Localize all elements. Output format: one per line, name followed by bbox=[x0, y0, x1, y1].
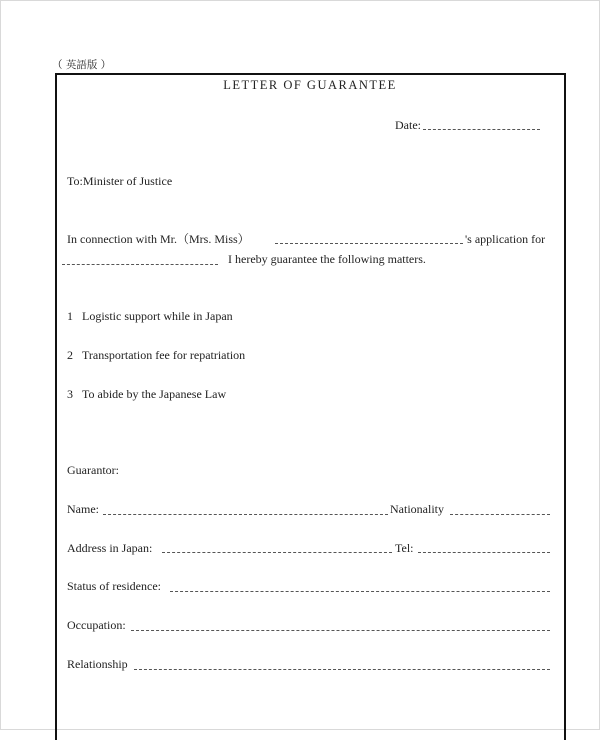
item-number: 3 bbox=[67, 387, 73, 401]
status-label: Status of residence: bbox=[67, 579, 161, 593]
guarantee-text: I hereby guarantee the following matters. bbox=[228, 252, 426, 266]
connection-intro: In connection with Mr.（Mrs. Miss） bbox=[67, 232, 250, 246]
tel-field[interactable] bbox=[418, 552, 550, 553]
item-text: To abide by the Japanese Law bbox=[82, 387, 227, 401]
address-label: Address in Japan: bbox=[67, 541, 153, 555]
item-text: Transportation fee for repatriation bbox=[82, 348, 246, 362]
item-number: 1 bbox=[67, 309, 73, 323]
list-item bbox=[67, 309, 233, 323]
application-suffix: 's application for bbox=[465, 232, 546, 246]
name-label: Name: bbox=[67, 502, 99, 516]
recipient-line: To:Minister of Justice bbox=[67, 174, 173, 188]
name-field[interactable] bbox=[103, 514, 388, 515]
status-field[interactable] bbox=[170, 591, 550, 592]
letter-title: LETTER OF GUARANTEE bbox=[223, 78, 397, 92]
version-label: （ 英語版 ） bbox=[52, 59, 112, 71]
date-label: Date: bbox=[395, 118, 421, 132]
nationality-field[interactable] bbox=[450, 514, 550, 515]
occupation-label: Occupation: bbox=[67, 618, 126, 632]
tel-label: Tel: bbox=[395, 541, 414, 555]
applicant-name-field[interactable] bbox=[275, 243, 463, 244]
relationship-field[interactable] bbox=[134, 669, 550, 670]
date-field[interactable] bbox=[423, 129, 540, 130]
application-type-field[interactable] bbox=[62, 264, 218, 265]
list-item bbox=[67, 348, 245, 362]
item-text: Logistic support while in Japan bbox=[82, 309, 233, 323]
address-field[interactable] bbox=[162, 552, 392, 553]
guarantor-heading: Guarantor: bbox=[67, 463, 119, 477]
relationship-label: Relationship bbox=[67, 657, 128, 671]
occupation-field[interactable] bbox=[131, 630, 550, 631]
item-number: 2 bbox=[67, 348, 73, 362]
nationality-label: Nationality bbox=[390, 502, 444, 516]
list-item bbox=[67, 387, 226, 401]
